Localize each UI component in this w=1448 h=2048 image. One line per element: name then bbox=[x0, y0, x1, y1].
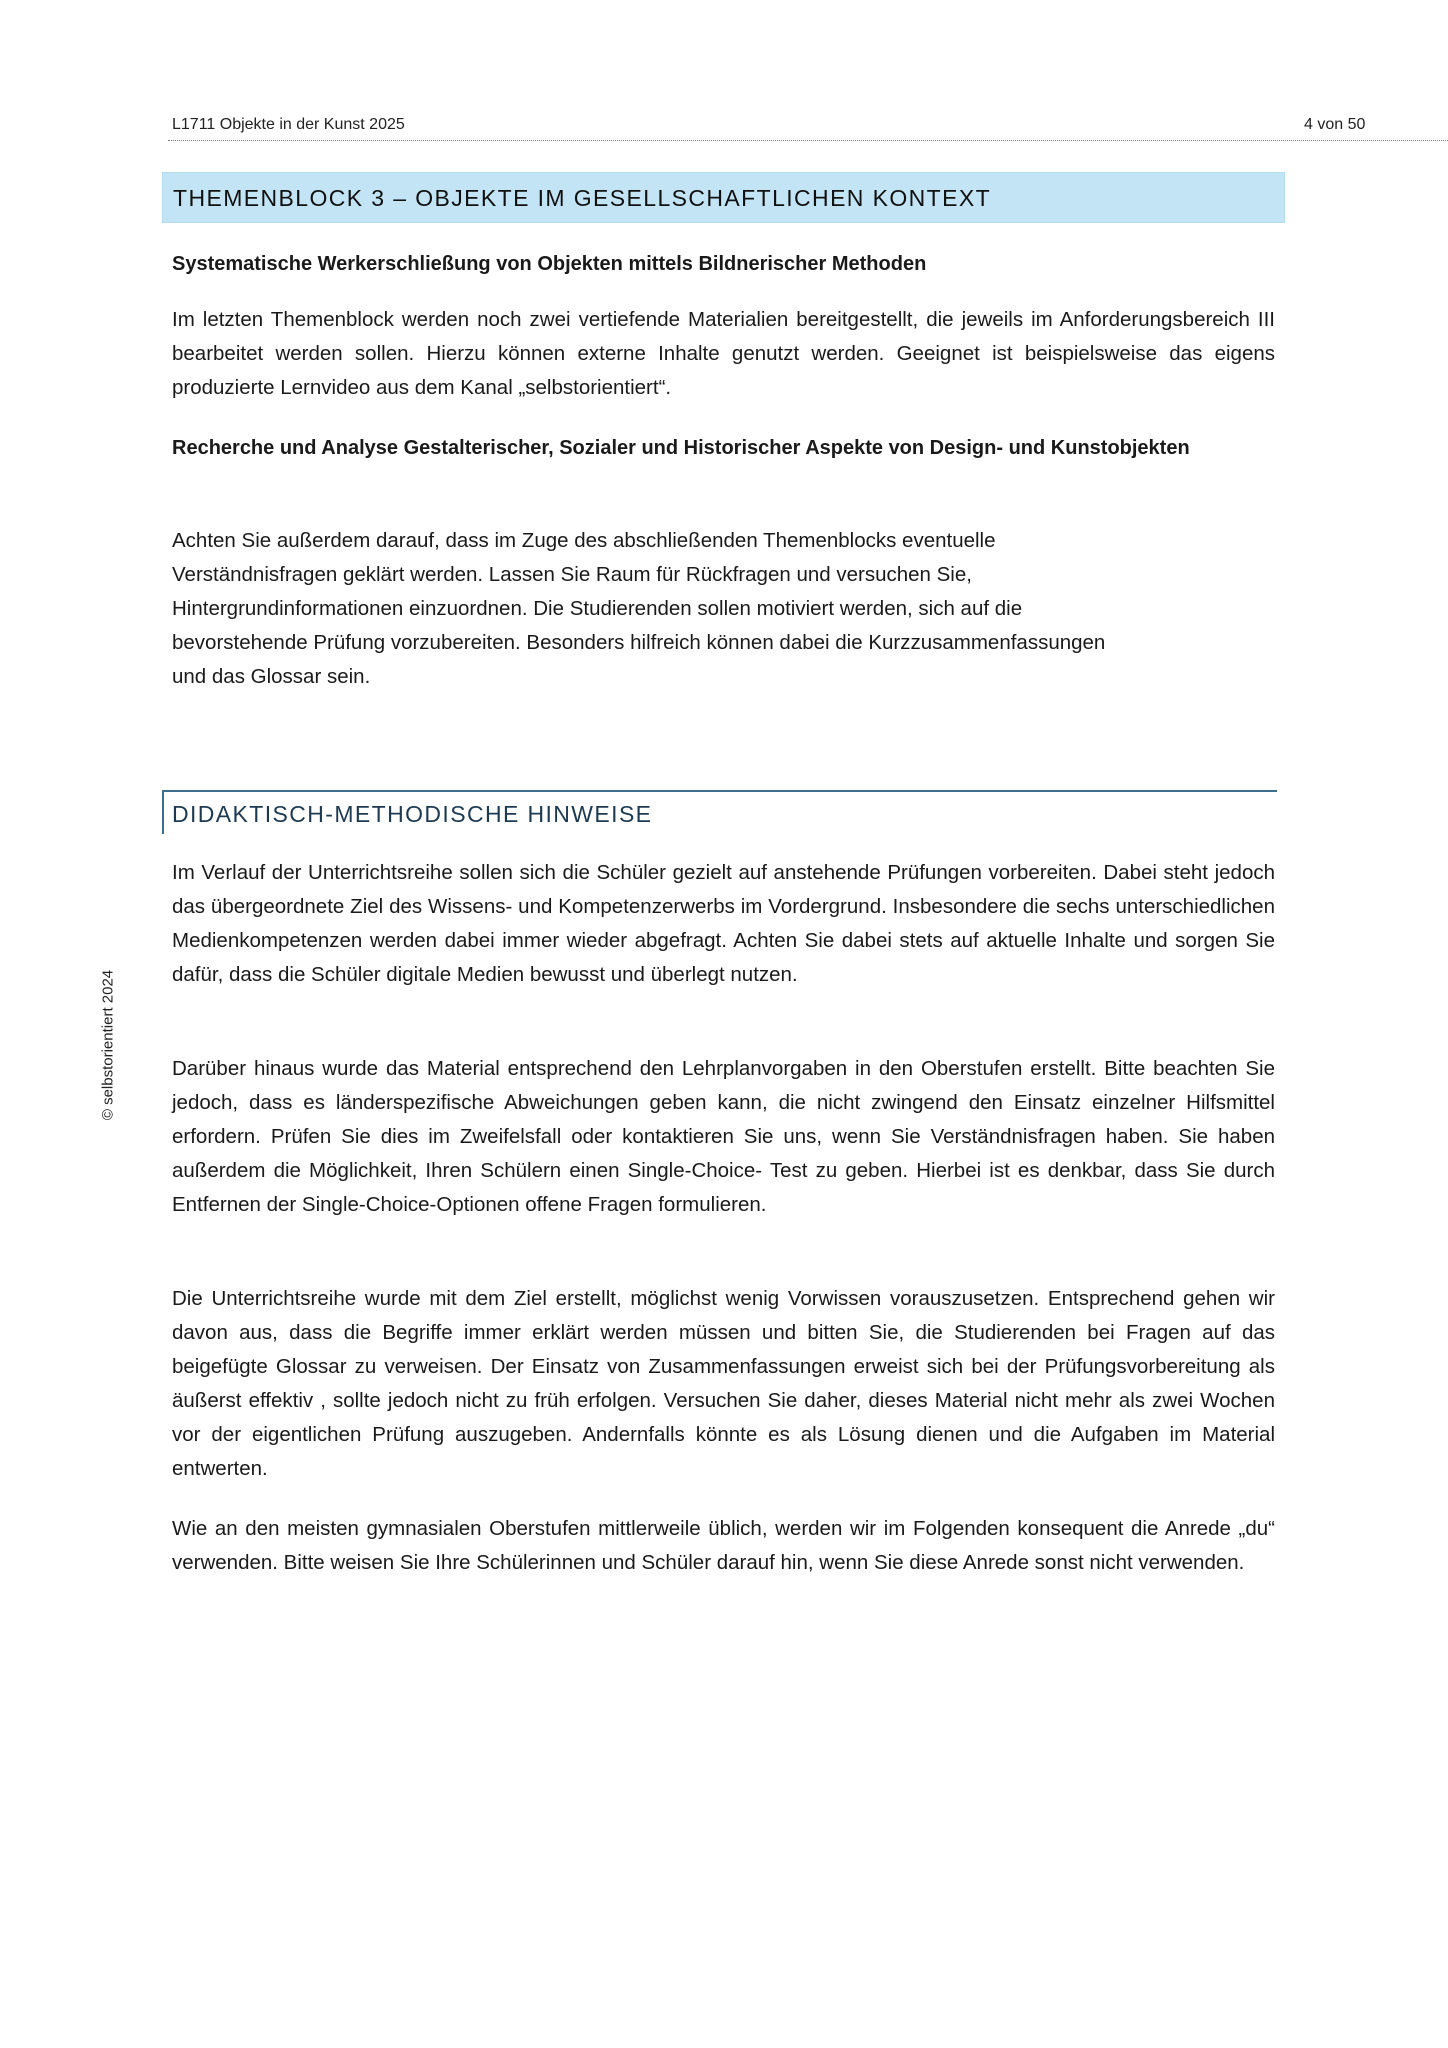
paragraph-line: bevorstehende Prüfung vorzubereiten. Besonders hilfreich können dabei die Kurzzusammenfassungen bbox=[172, 631, 1106, 654]
section-heading-title: DIDAKTISCH-METHODISCHE HINWEISE bbox=[172, 801, 653, 827]
paragraph-themenblock-intro: Im letzten Themenblock werden noch zwei vertiefende Materialien bereitgestellt, die jeweils im Anforderungsbereich III bearbeitet werden sollen. Hierzu können externe Inhalte genutzt werden. Geeignet ist beispielsweise das eigens produzierte Lernvideo aus dem Kanal „selbstorientiert“. bbox=[172, 308, 1275, 399]
paragraph-didaktik-2: Darüber hinaus wurde das Material entsprechend den Lehrplanvorgaben in den Oberstufen erstellt. Bitte beachten Sie jedoch, dass es länderspezifische Abweichungen geben kann, die nicht zwingend den Einsatz einzelner Hilfsmittel erfordern. Prüfen Sie dies im Zweifelsfall oder kontaktieren Sie uns, wenn Sie Verständnisfragen haben. Sie haben außerdem die Möglichkeit, Ihren Schülern einen Single-Choice- Test zu geben. Hierbei ist es denkbar, dass Sie durch Entfernen der Single-Choice-Optionen offene Fragen formulieren. bbox=[172, 1057, 1275, 1216]
section-banner-title: THEMENBLOCK 3 – OBJEKTE IM GESELLSCHAFTLICHEN KONTEXT bbox=[173, 185, 992, 211]
section-banner bbox=[162, 172, 1285, 223]
section-heading-didaktik bbox=[162, 790, 1277, 834]
paragraph-line: und das Glossar sein. bbox=[172, 665, 371, 688]
page-number: 4 von 50 bbox=[1304, 116, 1366, 133]
page-header bbox=[168, 112, 1448, 141]
copyright-note: © selbstorientiert 2024 bbox=[99, 969, 117, 1121]
paragraph-line: Hintergrundinformationen einzuordnen. Die Studierenden sollen motiviert werden, sich auf die bbox=[172, 597, 1023, 620]
paragraph-line: Achten Sie außerdem darauf, dass im Zuge des abschließenden Themenblocks eventuelle bbox=[172, 529, 996, 552]
paragraph-didaktik-3: Die Unterrichtsreihe wurde mit dem Ziel erstellt, möglichst wenig Vorwissen vorauszusetzen. Entsprechend gehen wir davon aus, dass die Begriffe immer erklärt werden müssen und bitten Sie, die Studierenden bei Fragen auf das beigefügte Glossar zu verweisen. Der Einsatz von Zusammenfassungen erweist sich bei der Prüfungsvorbereitung als äußerst effektiv , sollte jedoch nicht zu früh erfolgen. Versuchen Sie daher, dieses Material nicht mehr als zwei Wochen vor der eigentlichen Prüfung auszugeben. Andernfalls könnte es als Lösung dienen und die Aufgaben im Material entwerten. bbox=[172, 1287, 1275, 1480]
document-title: L1711 Objekte in der Kunst 2025 bbox=[172, 116, 405, 133]
paragraph-didaktik-1: Im Verlauf der Unterrichtsreihe sollen sich die Schüler gezielt auf anstehende Prüfungen vorbereiten. Dabei steht jedoch das übergeordnete Ziel des Wissens- und Kompetenzerwerbs im Vordergrund. Insbesondere die sechs unterschiedlichen Medienkompetenzen werden dabei immer wieder abgefragt. Achten Sie dabei stets auf aktuelle Inhalte und sorgen Sie dafür, dass die Schüler digitale Medien bewusst und überlegt nutzen. bbox=[172, 861, 1275, 986]
paragraph-line: Verständnisfragen geklärt werden. Lassen Sie Raum für Rückfragen und versuchen Sie, bbox=[172, 563, 972, 586]
subheading-recherche-analyse: Recherche und Analyse Gestalterischer, Sozialer und Historischer Aspekte von Design- und Kunstobjekten bbox=[172, 437, 1190, 459]
subheading-werkerschliessung: Systematische Werkerschließung von Objekten mittels Bildnerischer Methoden bbox=[172, 253, 927, 275]
paragraph-didaktik-4: Wie an den meisten gymnasialen Oberstufen mittlerweile üblich, werden wir im Folgenden konsequent die Anrede „du“ verwenden. Bitte weisen Sie Ihre Schülerinnen und Schüler darauf hin, wenn Sie diese Anrede sonst nicht verwenden. bbox=[172, 1517, 1275, 1574]
paragraph-themenblock-hinweise bbox=[172, 524, 1275, 694]
